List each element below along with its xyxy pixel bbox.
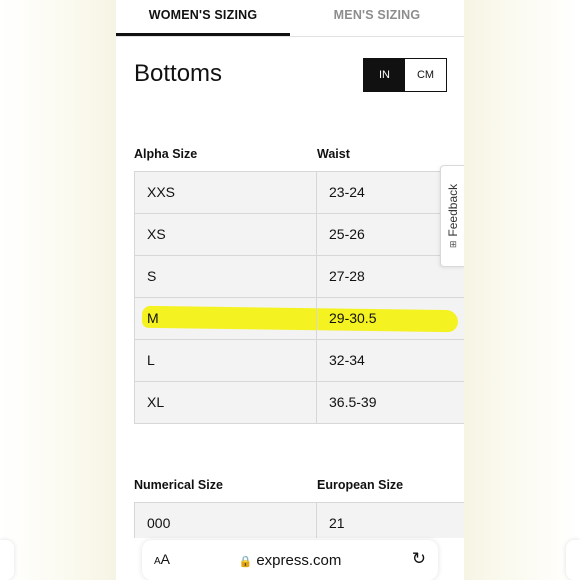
sizing-tabs bbox=[116, 0, 464, 37]
waist-cell: 27-28 bbox=[329, 268, 365, 284]
table-row bbox=[134, 382, 464, 424]
european-size-cell: 21 bbox=[329, 515, 345, 531]
next-tab-peek[interactable] bbox=[566, 540, 580, 580]
tab-womens-sizing[interactable]: WOMEN'S SIZING bbox=[116, 0, 290, 36]
unit-toggle bbox=[363, 58, 447, 92]
size-cell: XS bbox=[134, 214, 317, 255]
table-row-highlighted bbox=[134, 298, 464, 340]
table-row bbox=[134, 340, 464, 382]
feedback-button[interactable] bbox=[440, 165, 464, 267]
unit-cm-button[interactable]: CM bbox=[405, 59, 446, 91]
lock-icon: 🔒 bbox=[238, 556, 253, 568]
size-cell: S bbox=[134, 256, 317, 297]
tab-mens-sizing[interactable]: MEN'S SIZING bbox=[333, 8, 421, 22]
plus-square-icon: ⊞ bbox=[447, 240, 458, 249]
waist-cell: 29-30.5 bbox=[329, 310, 377, 326]
waist-cell: 25-26 bbox=[329, 226, 365, 242]
feedback-label: Feedback bbox=[446, 183, 460, 237]
column-header-alpha-size: Alpha Size bbox=[134, 147, 198, 161]
table-row bbox=[134, 256, 464, 298]
section-title: Bottoms bbox=[134, 60, 223, 87]
url-field[interactable] bbox=[142, 540, 438, 580]
background-left bbox=[0, 0, 116, 580]
table-row bbox=[134, 172, 464, 214]
waist-cell: 36.5-39 bbox=[329, 394, 377, 410]
text-size-button[interactable]: AA bbox=[154, 551, 171, 567]
column-header-numerical-size: Numerical Size bbox=[134, 478, 223, 492]
phone-screen bbox=[116, 0, 464, 580]
size-cell: XXS bbox=[134, 172, 317, 213]
url-display[interactable] bbox=[142, 552, 438, 569]
column-header-waist: Waist bbox=[317, 147, 350, 161]
column-header-european-size: European Size bbox=[317, 478, 404, 492]
size-cell: XL bbox=[134, 382, 317, 423]
waist-cell: 32-34 bbox=[329, 352, 365, 368]
previous-tab-peek[interactable] bbox=[0, 540, 14, 580]
background-right bbox=[464, 0, 580, 580]
unit-in-button[interactable]: IN bbox=[364, 59, 405, 91]
waist-cell: 23-24 bbox=[329, 184, 365, 200]
browser-address-bar bbox=[116, 538, 464, 580]
reload-icon[interactable]: ↻ bbox=[411, 549, 426, 568]
size-cell: M bbox=[134, 298, 317, 339]
url-text: express.com bbox=[256, 552, 342, 569]
table-row bbox=[134, 214, 464, 256]
numerical-size-cell: 000 bbox=[134, 503, 317, 544]
alpha-size-table bbox=[134, 171, 464, 424]
size-cell: L bbox=[134, 340, 317, 381]
